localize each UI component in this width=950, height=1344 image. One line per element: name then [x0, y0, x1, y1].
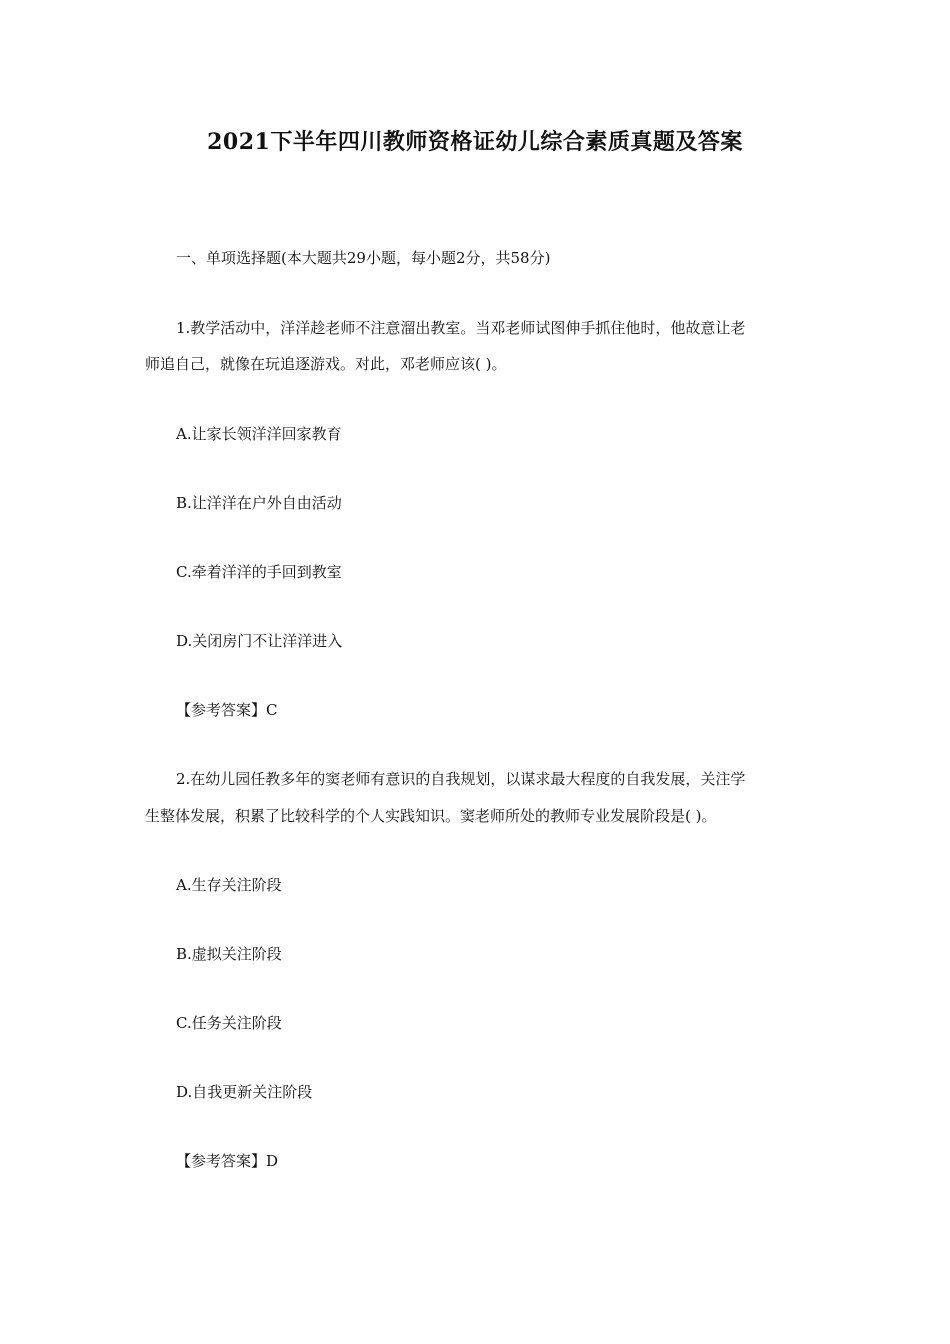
- question-2-answer: 【参考答案】D: [176, 1152, 279, 1170]
- question-2-option-b: B.虚拟关注阶段: [176, 945, 282, 963]
- question-2-option-d: D.自我更新关注阶段: [176, 1083, 313, 1101]
- section-heading: 一、单项选择题(本大题共29小题，每小题2分，共58分): [176, 249, 551, 267]
- question-2-option-a: A.生存关注阶段: [176, 876, 282, 894]
- question-1-option-b: B.让洋洋在户外自由活动: [176, 494, 342, 512]
- question-1-option-c: C.牵着洋洋的手回到教室: [176, 563, 342, 581]
- question-1-option-d: D.关闭房门不让洋洋进入: [176, 632, 343, 650]
- question-1-answer: 【参考答案】C: [176, 701, 278, 719]
- question-1-stem-line-2: 师追自己，就像在玩追逐游戏。对此，邓老师应该( )。: [145, 355, 507, 373]
- question-1-option-a: A.让家长领洋洋回家教育: [176, 425, 342, 443]
- question-2-option-c: C.任务关注阶段: [176, 1014, 282, 1032]
- document-title: 2021下半年四川教师资格证幼儿综合素质真题及答案: [207, 129, 743, 155]
- question-1-stem-line-1: 1.教学活动中，洋洋趁老师不注意溜出教室。当邓老师试图伸手抓住他时，他故意让老: [176, 319, 746, 337]
- question-2-stem-line-2: 生整体发展，积累了比较科学的个人实践知识。窦老师所处的教师专业发展阶段是( )。: [145, 807, 717, 825]
- question-2-stem-line-1: 2.在幼儿园任教多年的窦老师有意识的自我规划，以谋求最大程度的自我发展，关注学: [176, 770, 746, 788]
